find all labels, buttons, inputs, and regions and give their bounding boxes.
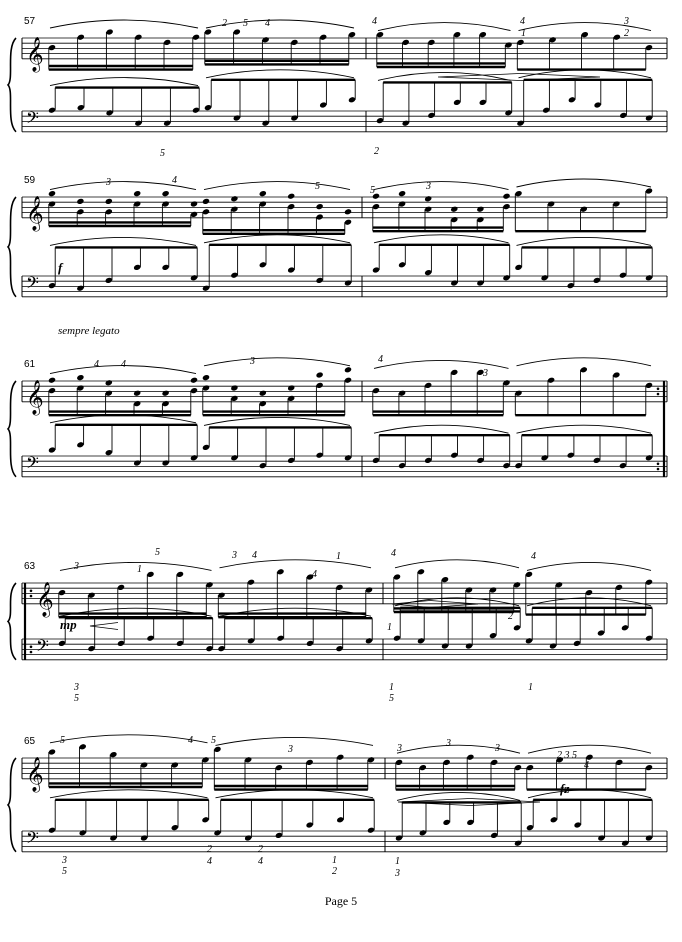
fingering: 5: [315, 181, 320, 192]
slur: [374, 360, 509, 368]
slur: [517, 358, 652, 366]
fingering: 1: [395, 856, 400, 867]
slur: [204, 235, 350, 243]
fingering: 5: [74, 693, 79, 704]
fingering: 4: [372, 16, 377, 27]
fingering: 3: [250, 356, 255, 367]
dynamic-marking: f: [58, 260, 63, 275]
page-number: Page 5: [324, 894, 358, 908]
note-head: [190, 377, 198, 384]
fingering: 2: [508, 611, 513, 622]
fingering: 5: [389, 693, 394, 704]
slur: [527, 562, 651, 570]
fingering: 5: [243, 18, 248, 29]
note-head: [398, 190, 406, 197]
fingering: 1: [332, 855, 337, 866]
treble-clef-icon: 𝄞: [26, 195, 44, 231]
note-head: [287, 384, 295, 391]
slur: [60, 608, 212, 616]
crescendo-hairpin: [90, 623, 118, 630]
fingering: 3: [446, 738, 451, 749]
note-head: [502, 193, 510, 200]
fingering: 4: [312, 569, 317, 580]
slur: [206, 70, 354, 78]
systems-layer: [8, 20, 667, 852]
note-head: [133, 390, 141, 397]
fingering: 3: [624, 16, 629, 27]
slur: [50, 237, 196, 245]
slur: [517, 237, 652, 245]
measure-number: 61: [24, 359, 36, 370]
slur: [204, 417, 350, 425]
slur: [206, 20, 354, 28]
fingering: 1: [387, 622, 392, 633]
fingering: 2: [332, 866, 337, 877]
bass-clef-icon: 𝄢: [36, 635, 49, 660]
repeat-dot: [657, 463, 660, 466]
treble-clef-icon: 𝄞: [36, 581, 54, 617]
slur: [216, 737, 374, 745]
note-head: [105, 379, 113, 386]
fingering: 4: [531, 551, 536, 562]
fingering: 3: [288, 744, 293, 755]
repeat-dot: [657, 468, 660, 471]
slur: [528, 790, 651, 798]
fingering: 5: [155, 547, 160, 558]
note-head: [48, 190, 56, 197]
bass-clef-icon: 𝄢: [26, 827, 39, 852]
slur: [50, 735, 208, 743]
note-head: [202, 374, 210, 381]
treble-clef-icon: 𝄞: [26, 379, 44, 415]
fingering: 2: [258, 844, 263, 855]
labels-layer: [24, 16, 629, 879]
slur: [50, 20, 198, 28]
slur: [528, 745, 651, 753]
note-head: [162, 190, 170, 197]
slur: [517, 425, 652, 433]
note-head: [202, 198, 210, 205]
fingering: 2 3 5: [557, 750, 577, 761]
slur: [220, 560, 372, 568]
bass-clef-icon: 𝄢: [26, 272, 39, 297]
system-brace: [8, 197, 16, 297]
fingering: 1: [336, 551, 341, 562]
fingering: 4: [252, 550, 257, 561]
fingering: 3: [74, 561, 79, 572]
fingering: 4: [584, 760, 589, 771]
measure-number: 65: [24, 736, 36, 747]
repeat-dot: [30, 595, 33, 598]
fingering: 3: [62, 855, 67, 866]
note-head: [105, 198, 113, 205]
fingering: 1: [528, 682, 533, 693]
fingering: 1: [137, 564, 142, 575]
slur: [50, 78, 198, 86]
fingering: 3: [232, 550, 237, 561]
repeat-dot: [30, 651, 33, 654]
slur: [50, 790, 208, 798]
fingering: 4: [172, 175, 177, 186]
system-brace: [8, 583, 16, 660]
fingering: 3: [106, 177, 111, 188]
note-head: [476, 206, 484, 213]
note-head: [316, 203, 324, 210]
note-head: [48, 377, 56, 384]
bass-clef-icon: 𝄢: [26, 452, 39, 477]
fingering: 2: [207, 844, 212, 855]
slur: [519, 23, 652, 31]
note-head: [133, 190, 141, 197]
measure-number: 59: [24, 175, 36, 186]
slur: [220, 608, 372, 616]
slur: [374, 182, 509, 190]
slur: [397, 745, 520, 753]
repeat-dot: [657, 388, 660, 391]
note-head: [344, 208, 352, 215]
fingering: 2: [624, 28, 629, 39]
slur: [395, 560, 519, 568]
note-head: [230, 195, 238, 202]
expression-text: sempre legato: [58, 325, 120, 337]
system-brace: [8, 381, 16, 477]
system-brace: [8, 38, 16, 132]
fingering: 5: [62, 866, 67, 877]
fingering: 5: [60, 735, 65, 746]
note-head: [344, 366, 352, 373]
slur: [517, 179, 652, 187]
slur: [204, 182, 350, 190]
fingering: 4: [520, 16, 525, 27]
fingering: 4: [265, 18, 270, 29]
slur: [60, 562, 212, 570]
slur: [374, 235, 509, 243]
note-head: [316, 371, 324, 378]
fingering: 3: [426, 181, 431, 192]
fingering: 4: [378, 354, 383, 365]
fingering: 1: [389, 682, 394, 693]
fingering: 5: [211, 735, 216, 746]
fingering: 3: [395, 868, 400, 879]
repeat-dot: [657, 393, 660, 396]
fingering: 4: [121, 359, 126, 370]
dynamic-marking: fz: [560, 781, 570, 796]
note-head: [259, 190, 267, 197]
note-head: [450, 206, 458, 213]
measure-number: 63: [24, 561, 36, 572]
fingering: 5: [160, 148, 165, 159]
fingering: 4: [258, 856, 263, 867]
fingering: 3: [397, 743, 402, 754]
fingering: 3: [495, 743, 500, 754]
slur: [374, 425, 509, 433]
slur: [378, 23, 511, 31]
fingering: 4: [391, 548, 396, 559]
fingering: 3: [74, 682, 79, 693]
slur: [216, 790, 374, 798]
note-head: [162, 390, 170, 397]
slur: [527, 598, 651, 606]
slur: [204, 358, 350, 366]
repeat-dot: [30, 646, 33, 649]
system-brace: [8, 758, 16, 852]
fingering: 2: [374, 146, 379, 157]
note-head: [287, 193, 295, 200]
fingering: 5: [370, 185, 375, 196]
bass-clef-icon: 𝄢: [26, 107, 39, 132]
measure-number: 57: [24, 16, 36, 27]
fingering: 1: [521, 28, 526, 39]
dynamic-marking: mp: [60, 617, 77, 632]
fingering: 2: [222, 18, 227, 29]
note-head: [190, 200, 198, 207]
fingering: 4: [207, 856, 212, 867]
treble-clef-icon: 𝄞: [26, 36, 44, 72]
fingering: 4: [94, 359, 99, 370]
note-head: [76, 198, 84, 205]
treble-clef-icon: 𝄞: [26, 756, 44, 792]
note-head: [424, 195, 432, 202]
note-head: [259, 390, 267, 397]
repeat-dot: [30, 590, 33, 593]
note-head: [76, 374, 84, 381]
fingering: 3: [483, 368, 488, 379]
fingering: 4: [188, 735, 193, 746]
note-head: [230, 384, 238, 391]
